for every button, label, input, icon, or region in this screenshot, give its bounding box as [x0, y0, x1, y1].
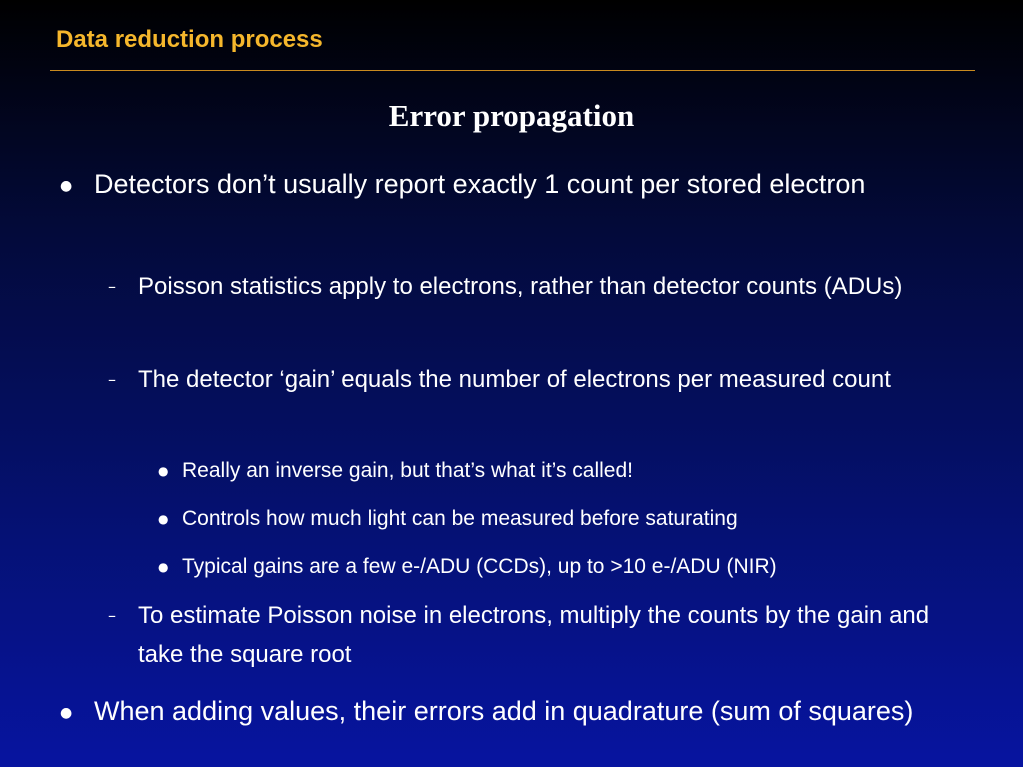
sub-sub-item-text: Typical gains are a few e-/ADU (CCDs), up to >10 e-/ADU (NIR): [182, 555, 777, 578]
bullet-text: Detectors don’t usually report exactly 1 count per stored electron: [94, 169, 866, 199]
bullet-marker: ●: [158, 560, 169, 574]
header-divider: [50, 70, 975, 71]
bullet-marker: ●: [60, 178, 73, 194]
sub-sub-item: [158, 455, 982, 487]
dash-marker: –: [108, 370, 116, 389]
dash-marker: –: [108, 277, 116, 296]
sub-item-text: To estimate Poisson noise in electrons, multiply the counts by the gain and take the square root: [138, 602, 930, 668]
bullet-marker: ●: [158, 464, 169, 478]
sub-item-text: Poisson statistics apply to electrons, rather than detector counts (ADUs): [138, 273, 903, 300]
sub-item: [108, 360, 978, 399]
bullet-item: [60, 163, 954, 206]
sub-sub-item: [158, 551, 982, 583]
sub-item: [108, 267, 978, 306]
sub-item: [108, 596, 978, 674]
section-title: Data reduction process: [56, 26, 323, 53]
sub-sub-item-text: Controls how much light can be measured before saturating: [182, 507, 738, 530]
sub-sub-item-text: Really an inverse gain, but that’s what it’s called!: [182, 459, 633, 482]
bullet-marker: ●: [60, 705, 73, 721]
sub-item-text: The detector ‘gain’ equals the number of electrons per measured count: [138, 366, 891, 393]
slide-title: Error propagation: [388, 98, 635, 133]
bullet-marker: ●: [158, 512, 169, 526]
dash-marker: –: [108, 606, 116, 625]
bullet-item: [60, 690, 954, 733]
bullet-text: When adding values, their errors add in quadrature (sum of squares): [94, 696, 914, 726]
sub-sub-item: [158, 503, 982, 535]
